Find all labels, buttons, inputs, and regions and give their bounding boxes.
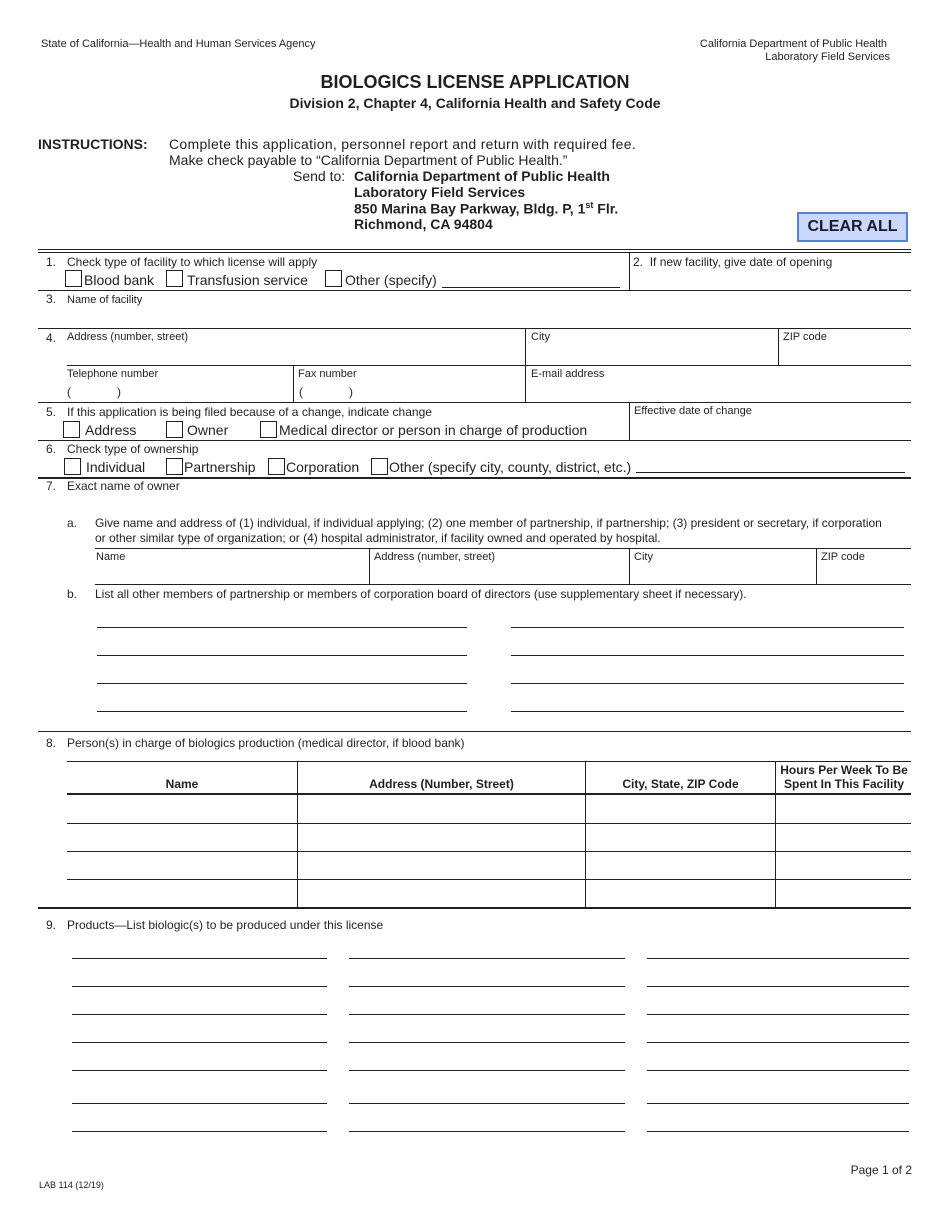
product-input[interactable] bbox=[351, 1054, 627, 1071]
member-input[interactable] bbox=[513, 667, 906, 684]
product-input[interactable] bbox=[351, 970, 627, 987]
telephone-input[interactable] bbox=[126, 384, 290, 400]
persons-col-city: City, State, ZIP Code bbox=[622, 777, 739, 791]
section-4-number: 4. bbox=[46, 331, 57, 345]
department-division: Laboratory Field Services bbox=[765, 51, 890, 63]
email-label: E-mail address bbox=[531, 368, 605, 380]
product-input[interactable] bbox=[649, 998, 911, 1015]
person-city-input[interactable] bbox=[589, 803, 775, 821]
facility-type-label: Check type of facility to which license will apply bbox=[67, 255, 318, 269]
other-facility-checkbox[interactable] bbox=[325, 270, 342, 287]
change-address-label: Address bbox=[85, 422, 137, 438]
member-input[interactable] bbox=[99, 695, 469, 712]
transfusion-service-label: Transfusion service bbox=[187, 272, 308, 288]
section-1-number: 1. bbox=[46, 255, 57, 269]
member-input[interactable] bbox=[99, 667, 469, 684]
effective-date-label: Effective date of change bbox=[634, 405, 752, 417]
form-number: LAB 114 (12/19) bbox=[39, 1180, 104, 1190]
change-type-label: If this application is being filed because of a change, indicate change bbox=[67, 405, 432, 419]
products-label: Products—List biologic(s) to be produced under this license bbox=[67, 918, 384, 932]
facility-zip-input[interactable] bbox=[783, 346, 907, 364]
owner-col-name: Name bbox=[96, 551, 126, 563]
person-city-input[interactable] bbox=[589, 887, 775, 905]
change-owner-checkbox[interactable] bbox=[166, 421, 183, 438]
item-a-line-2: or other similar type of organization; or (4) hospital administrator, if facility owned and operated by hospital. bbox=[95, 531, 661, 545]
ownership-other-checkbox[interactable] bbox=[371, 458, 388, 475]
facility-address-label: Address (number, street) bbox=[67, 331, 189, 343]
product-input[interactable] bbox=[649, 1115, 911, 1132]
item-b-label: List all other members of partnership or members of corporation board of directors (use supplementary sheet if necessary). bbox=[95, 587, 747, 601]
product-input[interactable] bbox=[649, 970, 911, 987]
persons-col-hours-line-2: Spent In This Facility bbox=[783, 777, 905, 791]
product-input[interactable] bbox=[649, 1054, 911, 1071]
telephone-label: Telephone number bbox=[67, 368, 159, 380]
person-city-input[interactable] bbox=[589, 831, 775, 849]
owner-name-label: Exact name of owner bbox=[67, 479, 180, 493]
ownership-corporation-label: Corporation bbox=[286, 459, 360, 475]
facility-city-input[interactable] bbox=[531, 346, 775, 364]
ownership-other-input[interactable] bbox=[638, 457, 907, 473]
person-address-input[interactable] bbox=[301, 803, 585, 821]
facility-name-input[interactable] bbox=[67, 310, 901, 328]
product-input[interactable] bbox=[351, 998, 627, 1015]
product-input[interactable] bbox=[351, 1115, 627, 1132]
change-medical-director-checkbox[interactable] bbox=[260, 421, 277, 438]
product-input[interactable] bbox=[74, 942, 329, 959]
item-a-line-1: Give name and address of (1) individual, if individual applying; (2) one member of partnership, if partnership; (3) president or secretary, if corporation bbox=[95, 516, 882, 530]
telephone-area-code-input[interactable] bbox=[74, 384, 118, 400]
ownership-individual-checkbox[interactable] bbox=[64, 458, 81, 475]
blood-bank-label: Blood bank bbox=[84, 272, 155, 288]
effective-date-input[interactable] bbox=[634, 421, 908, 437]
product-input[interactable] bbox=[351, 1026, 627, 1043]
product-input[interactable] bbox=[74, 1054, 329, 1071]
ownership-corporation-checkbox[interactable] bbox=[268, 458, 285, 475]
person-address-input[interactable] bbox=[301, 859, 585, 877]
member-input[interactable] bbox=[99, 639, 469, 656]
member-input[interactable] bbox=[513, 611, 906, 628]
telephone-area-open: ( bbox=[67, 385, 71, 399]
instructions-label: INSTRUCTIONS: bbox=[38, 136, 148, 152]
product-input[interactable] bbox=[649, 1087, 911, 1104]
item-a-letter: a. bbox=[67, 516, 78, 530]
owner-name-input[interactable] bbox=[67, 496, 901, 514]
fax-area-open: ( bbox=[299, 385, 303, 399]
section-3-number: 3. bbox=[46, 292, 57, 306]
other-facility-label: Other (specify) bbox=[345, 272, 437, 288]
form-subtitle: Division 2, Chapter 4, California Health and Safety Code bbox=[289, 95, 661, 111]
section-2-label: 2. If new facility, give date of opening bbox=[633, 255, 833, 269]
section-7-number: 7. bbox=[46, 479, 57, 493]
department-name: California Department of Public Health bbox=[699, 38, 887, 50]
mailing-address-line-2: Laboratory Field Services bbox=[354, 184, 526, 200]
send-to-label: Send to: bbox=[293, 168, 346, 184]
form-title: BIOLOGICS LICENSE APPLICATION bbox=[320, 72, 630, 92]
clear-all-button[interactable]: CLEAR ALL bbox=[797, 212, 908, 242]
persons-col-name: Name bbox=[165, 777, 199, 791]
agency-name: State of California—Health and Human Services Agency bbox=[41, 38, 316, 50]
fax-input[interactable] bbox=[358, 384, 522, 400]
facility-zip-label: ZIP code bbox=[783, 331, 827, 343]
product-input[interactable] bbox=[649, 942, 911, 959]
telephone-area-close: ) bbox=[117, 385, 121, 399]
ownership-partnership-checkbox[interactable] bbox=[166, 458, 183, 475]
persons-col-hours-line-1: Hours Per Week To Be bbox=[780, 763, 908, 777]
person-address-input[interactable] bbox=[301, 831, 585, 849]
person-hours-input[interactable] bbox=[779, 803, 911, 821]
product-input[interactable] bbox=[351, 1087, 627, 1104]
opening-date-input[interactable] bbox=[633, 272, 907, 288]
owner-contact-name-input[interactable] bbox=[96, 566, 368, 583]
transfusion-service-checkbox[interactable] bbox=[166, 270, 183, 287]
mailing-address-line-1: California Department of Public Health bbox=[354, 168, 610, 184]
fax-label: Fax number bbox=[298, 368, 357, 380]
change-address-checkbox[interactable] bbox=[63, 421, 80, 438]
ownership-partnership-label: Partnership bbox=[184, 459, 256, 475]
change-owner-label: Owner bbox=[187, 422, 229, 438]
product-input[interactable] bbox=[74, 1087, 329, 1104]
instructions-line-2: Make check payable to “California Department of Public Health.” bbox=[169, 152, 568, 168]
page-number: Page 1 of 2 bbox=[850, 1163, 912, 1177]
mailing-address-line-3: 850 Marina Bay Parkway, Bldg. P, 1st Flr. bbox=[354, 200, 619, 217]
product-input[interactable] bbox=[74, 1026, 329, 1043]
product-input[interactable] bbox=[74, 998, 329, 1015]
persons-col-address: Address (Number, Street) bbox=[369, 777, 514, 791]
mailing-address-line-4: Richmond, CA 94804 bbox=[354, 216, 493, 232]
facility-name-label: Name of facility bbox=[67, 294, 143, 306]
person-name-input[interactable] bbox=[70, 859, 296, 877]
person-city-input[interactable] bbox=[589, 859, 775, 877]
owner-col-zip: ZIP code bbox=[821, 551, 865, 563]
other-facility-input[interactable] bbox=[444, 272, 622, 288]
member-input[interactable] bbox=[513, 639, 906, 656]
owner-contact-zip-input[interactable] bbox=[821, 566, 910, 583]
section-9-number: 9. bbox=[46, 918, 57, 932]
blood-bank-checkbox[interactable] bbox=[65, 270, 82, 287]
section-5-number: 5. bbox=[46, 405, 57, 419]
person-hours-input[interactable] bbox=[779, 859, 911, 877]
product-input[interactable] bbox=[74, 1115, 329, 1132]
fax-area-close: ) bbox=[349, 385, 353, 399]
owner-col-address: Address (number, street) bbox=[374, 551, 496, 563]
item-b-letter: b. bbox=[67, 587, 78, 601]
product-input[interactable] bbox=[351, 942, 627, 959]
product-input[interactable] bbox=[74, 970, 329, 987]
person-name-input[interactable] bbox=[70, 887, 296, 905]
email-input[interactable] bbox=[531, 384, 905, 400]
fax-area-code-input[interactable] bbox=[306, 384, 350, 400]
person-name-input[interactable] bbox=[70, 831, 296, 849]
persons-in-charge-label: Person(s) in charge of biologics production (medical director, if blood bank) bbox=[67, 736, 465, 750]
product-input[interactable] bbox=[649, 1026, 911, 1043]
instructions-line-1: Complete this application, personnel report and return with required fee. bbox=[169, 136, 637, 152]
ownership-other-label: Other (specify city, county, district, etc.) bbox=[389, 459, 632, 475]
ownership-individual-label: Individual bbox=[86, 459, 146, 475]
member-input[interactable] bbox=[513, 695, 906, 712]
person-address-input[interactable] bbox=[301, 887, 585, 905]
ownership-type-label: Check type of ownership bbox=[67, 442, 199, 456]
facility-address-input[interactable] bbox=[67, 346, 521, 364]
owner-col-city: City bbox=[634, 551, 653, 563]
person-name-input[interactable] bbox=[70, 803, 296, 821]
section-6-number: 6. bbox=[46, 442, 57, 456]
member-input[interactable] bbox=[99, 611, 469, 628]
change-medical-director-label: Medical director or person in charge of production bbox=[279, 422, 588, 438]
person-hours-input[interactable] bbox=[779, 887, 911, 905]
facility-city-label: City bbox=[531, 331, 550, 343]
owner-contact-city-input[interactable] bbox=[634, 566, 813, 583]
owner-contact-address-input[interactable] bbox=[374, 566, 628, 583]
section-8-number: 8. bbox=[46, 736, 57, 750]
person-hours-input[interactable] bbox=[779, 831, 911, 849]
